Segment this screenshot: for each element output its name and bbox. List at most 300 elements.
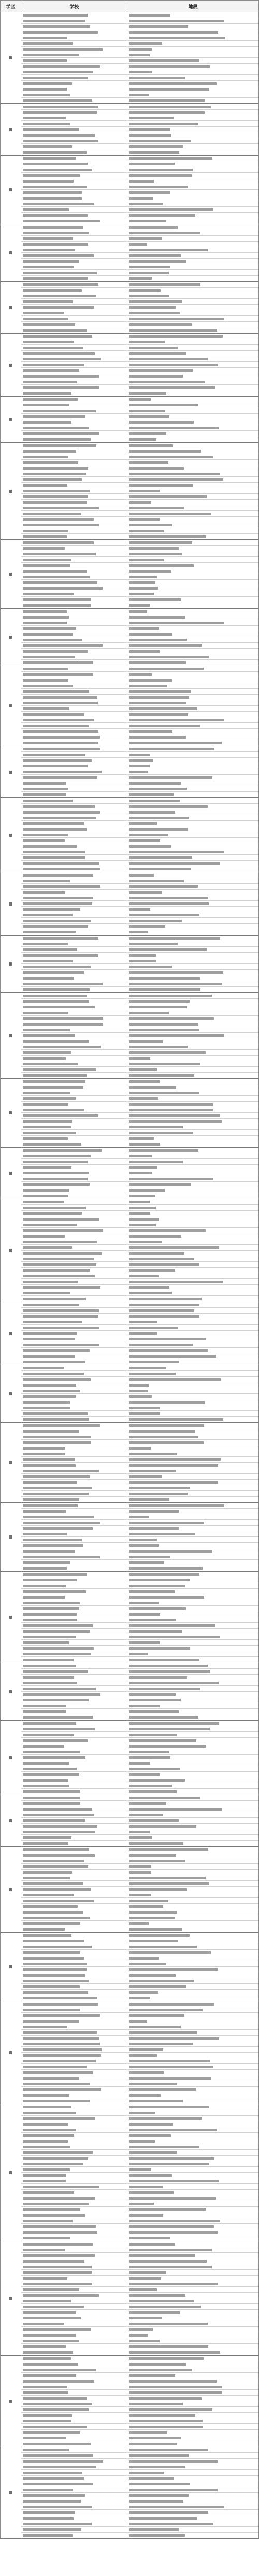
table-row [21, 574, 258, 580]
address-text [129, 1934, 190, 1937]
school-name-text [23, 1860, 84, 1862]
school-name-text [23, 2203, 89, 2205]
address-text [129, 759, 153, 762]
address-cell [127, 2207, 258, 2212]
address-text [129, 128, 170, 131]
table-row [21, 1675, 258, 1680]
school-cell [21, 1027, 127, 1032]
school-name-text [23, 2146, 70, 2148]
school-name-text [23, 151, 87, 154]
school-cell [21, 2092, 127, 2098]
school-cell [21, 2229, 127, 2235]
address-cell [127, 1417, 258, 1422]
school-name-text [23, 415, 85, 418]
school-cell [21, 2276, 127, 2281]
table-row [21, 86, 258, 92]
school-name-text [23, 977, 74, 980]
table-row [21, 614, 258, 620]
school-cell [21, 2190, 127, 2195]
address-text [129, 995, 212, 997]
school-name-text [23, 99, 92, 102]
school-cell [21, 1290, 127, 1295]
school-name-text [23, 2071, 93, 2074]
address-text [129, 2054, 157, 2057]
address-text [129, 891, 162, 894]
address-text [129, 1510, 179, 1513]
school-cell [21, 402, 127, 408]
address-text [129, 1630, 182, 1633]
school-name-text [23, 432, 99, 435]
address-text [129, 650, 160, 653]
school-cell [21, 568, 127, 574]
address-text [129, 1854, 176, 1857]
address-text [129, 943, 178, 945]
address-text [129, 111, 205, 114]
school-cell [21, 981, 127, 986]
address-cell [127, 2361, 258, 2367]
table-row [21, 723, 258, 729]
school-name-text [23, 1166, 71, 1169]
school-name-text [23, 1968, 87, 1971]
table-row [21, 2036, 258, 2041]
school-cell [21, 465, 127, 471]
address-text [129, 1619, 176, 1621]
table-row [21, 729, 258, 734]
table-row [21, 1319, 258, 1325]
table-row [21, 156, 258, 161]
address-cell [127, 1497, 258, 1502]
school-cell [21, 1594, 127, 1600]
address-text [129, 77, 185, 79]
school-name-text [23, 1779, 68, 1782]
table-row [21, 1107, 258, 1113]
school-name-text [23, 2180, 66, 2182]
school-name-text [23, 839, 65, 842]
school-cell [21, 1560, 127, 1565]
table-row [21, 2144, 258, 2150]
school-name-text [23, 874, 93, 877]
school-cell [21, 2338, 127, 2343]
school-name-text [23, 2426, 87, 2428]
address-cell [127, 637, 258, 642]
school-name-text [23, 2260, 84, 2263]
address-text [129, 2334, 148, 2337]
table-row [21, 993, 258, 999]
school-cell [21, 1463, 127, 1468]
address-text [129, 1825, 196, 1828]
school-cell [21, 2030, 127, 2035]
table-row [21, 1239, 258, 1245]
address-text [129, 1401, 205, 1404]
school-cell [21, 1514, 127, 1519]
table-row [21, 2184, 258, 2190]
table-row [21, 1835, 258, 1841]
address-cell [127, 419, 258, 425]
district-group [1, 1721, 258, 1795]
address-text [129, 260, 186, 263]
school-cell [21, 1898, 127, 1903]
address-text [129, 1161, 183, 1163]
school-name-text [23, 14, 88, 17]
school-name-text [23, 518, 94, 521]
table-row [21, 1428, 258, 1434]
school-name-text [23, 1894, 74, 1896]
address-text [129, 1017, 214, 1020]
table-row [21, 1491, 258, 1497]
table-row [21, 1926, 258, 1932]
school-cell [21, 1933, 127, 1938]
school-cell [21, 1148, 127, 1153]
table-row [21, 838, 258, 843]
table-row [21, 2464, 258, 2470]
school-name-text [23, 1693, 100, 1696]
address-cell [127, 2178, 258, 2183]
school-cell [21, 460, 127, 465]
address-cell [127, 1342, 258, 1347]
address-text [129, 1006, 187, 1008]
table-row [21, 2253, 258, 2258]
address-cell [127, 1583, 258, 1588]
address-text [129, 1573, 199, 1576]
school-cell [21, 1646, 127, 1651]
school-name-text [23, 690, 89, 693]
address-cell [127, 1783, 258, 1788]
district-number-mark [9, 418, 12, 421]
school-cell [21, 924, 127, 929]
table-row [21, 1211, 258, 1216]
address-cell [127, 585, 258, 591]
school-name-text [23, 1567, 67, 1570]
address-cell [127, 1864, 258, 1869]
address-text [129, 318, 224, 320]
school-cell [21, 299, 127, 304]
district-cell [1, 282, 21, 333]
address-text [129, 2437, 181, 2439]
address-cell [127, 672, 258, 677]
district-group [1, 104, 258, 156]
district-number-mark [9, 1965, 12, 1968]
district-group [1, 1933, 258, 2001]
school-name-text [23, 1309, 99, 1312]
school-cell [21, 86, 127, 92]
address-text [129, 2026, 181, 2028]
address-cell [127, 1806, 258, 1812]
school-name-text [23, 736, 100, 739]
school-cell [21, 1583, 127, 1588]
district-group [1, 1365, 258, 1423]
school-name-text [23, 1241, 97, 1243]
school-cell [21, 1611, 127, 1617]
district-group [1, 798, 258, 872]
address-cell [127, 941, 258, 946]
address-cell [127, 1938, 258, 1944]
address-text [129, 1292, 172, 1294]
address-cell [127, 953, 258, 958]
school-cell [21, 1915, 127, 1920]
school-name-text [23, 1332, 77, 1335]
school-cell [21, 2007, 127, 2012]
address-text [129, 123, 198, 125]
school-name-text [23, 1533, 67, 1535]
address-text [129, 2186, 163, 2188]
address-cell [127, 1474, 258, 1479]
address-text [129, 1390, 148, 1392]
district-group [1, 12, 258, 104]
school-name-text [23, 622, 67, 624]
address-cell [127, 1348, 258, 1353]
address-cell [127, 528, 258, 533]
table-row [21, 47, 258, 52]
address-text [129, 1235, 181, 1238]
school-name-text [23, 1951, 80, 1954]
address-text [129, 977, 200, 980]
address-cell [127, 1766, 258, 1771]
district-group [1, 1148, 258, 1199]
district-cell [1, 1847, 21, 1932]
address-cell [127, 247, 258, 252]
school-name-text [23, 318, 68, 320]
school-cell [21, 2287, 127, 2292]
school-cell [21, 1285, 127, 1290]
school-cell [21, 270, 127, 275]
address-cell [127, 907, 258, 912]
address-text [129, 220, 166, 222]
school-name-text [23, 2003, 98, 2006]
school-name-text [23, 931, 76, 933]
school-cell [21, 2481, 127, 2487]
table-row [21, 546, 258, 551]
address-cell [127, 1211, 258, 1216]
table-row [21, 1044, 258, 1050]
address-cell [127, 597, 258, 602]
table-row [21, 2293, 258, 2298]
school-cell [21, 236, 127, 241]
table-row [21, 2367, 258, 2373]
table-row [21, 1016, 258, 1021]
school-name-text [23, 2534, 73, 2537]
address-text [129, 1275, 159, 1277]
school-name-text [23, 1218, 99, 1221]
school-name-text [23, 254, 94, 257]
table-row [21, 2133, 258, 2138]
school-cell [21, 907, 127, 912]
address-cell [127, 2413, 258, 2418]
address-cell [127, 1795, 258, 1800]
address-cell [127, 178, 258, 184]
school-name-text [23, 535, 67, 538]
table-row [21, 1084, 258, 1090]
school-cell [21, 1995, 127, 2001]
address-cell [127, 2270, 258, 2275]
school-name-text [23, 2037, 99, 2040]
school-name-text [23, 404, 69, 406]
address-cell [127, 947, 258, 952]
address-text [129, 2163, 209, 2165]
school-cell [21, 1847, 127, 1852]
table-row [21, 1182, 258, 1187]
table-row [21, 1273, 258, 1279]
address-text [129, 1034, 224, 1037]
address-text [129, 300, 182, 303]
address-text [129, 2003, 214, 2006]
address-text [129, 2294, 185, 2297]
address-text [129, 1860, 185, 1862]
address-text [129, 2208, 206, 2211]
school-cell [21, 2464, 127, 2469]
address-text [129, 1682, 219, 1684]
school-name-text [23, 1607, 79, 1610]
school-name-text [23, 392, 71, 395]
school-name-text [23, 822, 84, 825]
school-name-text [23, 1522, 100, 1524]
school-name-text [23, 335, 92, 338]
header-district: 学区 [1, 1, 21, 12]
school-name-text [23, 2345, 66, 2348]
district-number-mark [9, 1034, 12, 1037]
table-row [21, 64, 258, 69]
school-name-text [23, 1023, 103, 1026]
table-row [21, 2287, 258, 2293]
school-cell [21, 2150, 127, 2155]
table-row [21, 402, 258, 408]
school-name-text [23, 1475, 90, 1478]
address-text [129, 862, 220, 865]
table-row [21, 901, 258, 907]
address-cell [127, 2081, 258, 2086]
school-name-text [23, 845, 77, 848]
district-cell [1, 993, 21, 1078]
address-cell [127, 2287, 258, 2292]
address-cell [127, 2464, 258, 2469]
school-cell [21, 81, 127, 86]
school-cell [21, 1675, 127, 1680]
table-row [21, 1222, 258, 1228]
address-text [129, 2094, 161, 2097]
school-cell [21, 901, 127, 906]
district-group [1, 2104, 258, 2241]
school-cell [21, 132, 127, 138]
school-name-text [23, 1275, 95, 1277]
school-name-text [23, 123, 70, 125]
school-cell [21, 1858, 127, 1863]
address-text [129, 2420, 203, 2422]
school-cell [21, 614, 127, 620]
address-text [129, 1797, 200, 1799]
school-cell [21, 918, 127, 923]
address-text [129, 1092, 199, 1094]
address-text [129, 1762, 150, 1765]
school-cell [21, 1216, 127, 1222]
school-name-text [23, 1922, 80, 1925]
school-name-text [23, 1109, 84, 1111]
school-cell [21, 2253, 127, 2258]
table-row [21, 1336, 258, 1342]
table-row [21, 878, 258, 884]
address-text [129, 2443, 177, 2445]
district-group [1, 2447, 258, 2539]
address-cell [127, 895, 258, 900]
address-text [129, 1327, 178, 1329]
school-cell [21, 127, 127, 132]
table-row [21, 190, 258, 195]
school-name-text [23, 478, 82, 481]
address-cell [127, 1577, 258, 1583]
school-cell [21, 397, 127, 402]
table-row [21, 35, 258, 41]
table-row [21, 2212, 258, 2218]
school-name-text [23, 329, 87, 332]
school-name-text [23, 1000, 89, 1003]
table-row [21, 2276, 258, 2281]
address-text [129, 530, 164, 532]
address-cell [127, 1193, 258, 1199]
address-text [129, 2466, 185, 2468]
school-cell [21, 1824, 127, 1829]
table-row [21, 253, 258, 259]
table-row [21, 2424, 258, 2430]
school-name-text [23, 2014, 100, 2017]
address-text [129, 191, 170, 194]
address-cell [127, 1623, 258, 1628]
school-cell [21, 1972, 127, 1978]
table-row [21, 1509, 258, 1514]
table-row [21, 557, 258, 563]
address-cell [127, 356, 258, 361]
school-cell [21, 477, 127, 482]
school-cell [21, 52, 127, 57]
address-text [129, 1218, 159, 1221]
school-name-text [23, 925, 88, 928]
school-name-text [23, 748, 100, 750]
school-name-text [23, 1493, 89, 1495]
table-row [21, 1090, 258, 1096]
address-text [129, 1756, 170, 1759]
address-cell [127, 769, 258, 774]
address-text [129, 1355, 216, 1358]
address-text [129, 1373, 176, 1375]
school-name-text [23, 776, 97, 779]
table-row [21, 855, 258, 861]
address-cell [127, 2459, 258, 2464]
school-cell [21, 522, 127, 528]
school-name-text [23, 1504, 78, 1507]
address-cell [127, 2133, 258, 2138]
address-cell [127, 494, 258, 499]
school-name-text [23, 983, 103, 985]
district-group [1, 1795, 258, 1847]
school-cell [21, 1124, 127, 1129]
address-cell [127, 259, 258, 264]
school-name-text [23, 1728, 95, 1730]
address-cell [127, 64, 258, 69]
table-row [21, 29, 258, 35]
address-text [129, 1739, 196, 1742]
table-row [21, 1388, 258, 1394]
table-row [21, 609, 258, 614]
table-row [21, 563, 258, 568]
school-name-text [23, 2466, 96, 2468]
school-name-text [23, 713, 84, 716]
school-name-text [23, 954, 98, 957]
address-cell [127, 2218, 258, 2223]
table-row [21, 1841, 258, 1846]
school-cell [21, 2064, 127, 2069]
school-cell [21, 2349, 127, 2355]
school-name-text [23, 1051, 71, 1054]
address-text [129, 1023, 198, 1026]
school-name-text [23, 1647, 94, 1650]
school-cell [21, 769, 127, 774]
